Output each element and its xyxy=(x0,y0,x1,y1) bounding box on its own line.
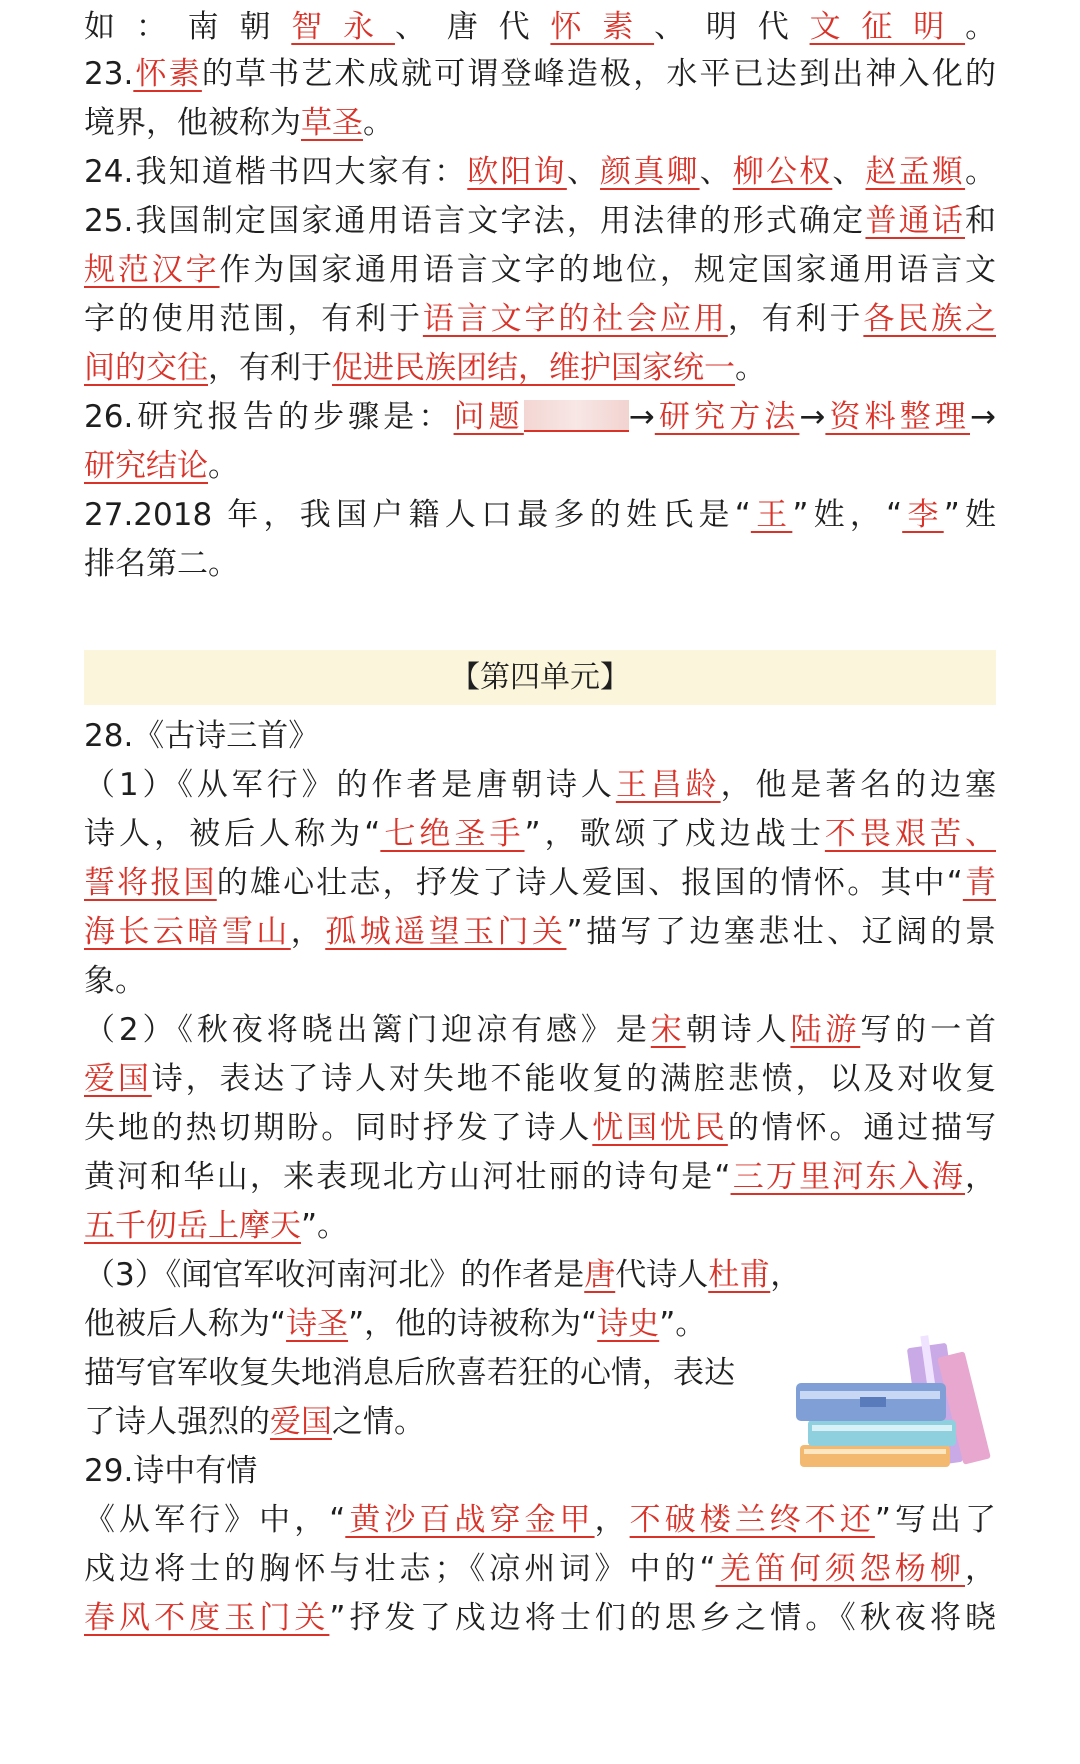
answer-blank: 王 xyxy=(750,497,793,533)
q29-line: 春风不度玉门关”抒发了戍边将士们的思乡之情。《秋夜将晓 xyxy=(84,1600,996,1636)
q28-p3-line: 描写官军收复失地消息后欣喜若狂的心情，表达 xyxy=(84,1355,735,1391)
answer-blank: 诗史 xyxy=(597,1306,660,1342)
answer-blank: 资料整理 xyxy=(825,399,971,435)
answer-blank: 文征明 xyxy=(809,9,966,45)
answer-blank: 问题 xyxy=(453,399,524,435)
q28-p2-line: 黄河和华山，来表现北方山河壮丽的诗句是“三万里河东入海， xyxy=(84,1159,996,1195)
answer-blank: 唐 xyxy=(584,1257,616,1293)
answer-blank: 柳公权 xyxy=(732,154,833,190)
q25-line: 规范汉字作为国家通用语言文字的地位，规定国家通用语言文 xyxy=(84,252,996,288)
answer-blank: 宋 xyxy=(650,1012,686,1048)
answer-blank: 忧国忧民 xyxy=(592,1110,728,1146)
q28-p2-line: 爱国诗，表达了诗人对失地不能收复的满腔悲愤，以及对收复 xyxy=(84,1061,996,1097)
answer-blank: 羌笛何须怨杨柳 xyxy=(715,1551,966,1587)
answer-blank: 王昌龄 xyxy=(615,767,721,803)
answer-blank: 爱国 xyxy=(270,1404,332,1440)
q23-line: 23.怀素的草书艺术成就可谓登峰造极，水平已达到出神入化的 xyxy=(84,56,996,92)
text-line: 如：南朝智永、唐代怀素、明代文征明。 xyxy=(84,9,996,45)
answer-blank: 智永 xyxy=(291,9,395,45)
answer-blank: 陆游 xyxy=(790,1012,861,1048)
answer-blank: 不破楼兰终不还 xyxy=(629,1502,875,1538)
q28-p1-line: 诗人，被后人称为“七绝圣手”，歌颂了戍边战士不畏艰苦、 xyxy=(84,816,996,852)
blurred-answer xyxy=(524,400,629,432)
answer-blank: 黄沙百战穿金甲 xyxy=(345,1502,595,1538)
unit-banner: 【第四单元】 xyxy=(84,650,996,705)
answer-blank: 赵孟頫 xyxy=(865,154,966,190)
answer-blank: 不畏艰苦、 xyxy=(824,816,996,852)
q28-p3-line: 了诗人强烈的爱国之情。 xyxy=(84,1404,425,1440)
answer-blank: 海长云暗雪山 xyxy=(84,914,291,950)
answer-blank: 李 xyxy=(902,497,944,533)
q28-p1-line: （1）《从军行》的作者是唐朝诗人王昌龄，他是著名的边塞 xyxy=(84,767,996,803)
answer-blank: 草圣 xyxy=(301,105,363,141)
q28-p3-line: （3）《闻官军收河南河北》的作者是唐代诗人杜甫， xyxy=(84,1257,802,1293)
answer-blank: 五千仞岳上摩天 xyxy=(84,1208,301,1244)
answer-blank: 怀素 xyxy=(550,9,655,45)
answer-blank: 研究方法 xyxy=(654,399,800,435)
answer-blank: 语言文字的社会应用 xyxy=(422,301,728,337)
answer-blank: 怀素 xyxy=(133,56,202,92)
q27-line: 27.2018 年，我国户籍人口最多的姓氏是“王”姓，“李”姓 xyxy=(84,497,996,533)
answer-blank: 青 xyxy=(962,865,996,901)
q24-line: 24.我知道楷书四大家有：欧阳询、颜真卿、柳公权、赵孟頫。 xyxy=(84,154,996,190)
q25-line: 间的交往，有利于促进民族团结，维护国家统一。 xyxy=(84,350,766,386)
q26-line: 研究结论。 xyxy=(84,448,239,484)
answer-blank: 孤城遥望玉门关 xyxy=(325,914,567,950)
answer-blank: 春风不度玉门关 xyxy=(84,1600,330,1636)
answer-blank: 三万里河东入海 xyxy=(730,1159,966,1195)
answer-blank: 研究结论 xyxy=(84,448,208,484)
q25-line: 25.我国制定国家通用语言文字法，用法律的形式确定普通话和 xyxy=(84,203,996,239)
q27-line: 排名第二。 xyxy=(84,546,239,582)
q25-line: 字的使用范围，有利于语言文字的社会应用，有利于各民族之 xyxy=(84,301,996,337)
q23-line: 境界，他被称为草圣。 xyxy=(84,105,394,141)
q26-line: 26.研究报告的步骤是：问题 →研究方法→资料整理→ xyxy=(84,399,996,435)
q29-line: 戍边将士的胸怀与壮志；《凉州词》中的“羌笛何须怨杨柳， xyxy=(84,1551,996,1587)
q29-title: 29.诗中有情 xyxy=(84,1453,258,1489)
answer-blank: 欧阳询 xyxy=(467,154,567,190)
answer-blank: 誓将报国 xyxy=(84,865,217,901)
q28-p1-line: 象。 xyxy=(84,963,146,999)
q28-p2-line: 失地的热切期盼。同时抒发了诗人忧国忧民的情怀。通过描写 xyxy=(84,1110,996,1146)
q28-p1-line: 誓将报国的雄心壮志，抒发了诗人爱国、报国的情怀。其中“青 xyxy=(84,865,996,901)
q28-p2-line: 五千仞岳上摩天”。 xyxy=(84,1208,349,1244)
q29-line: 《从军行》中，“黄沙百战穿金甲，不破楼兰终不还”写出了 xyxy=(84,1502,996,1538)
answer-blank: 促进民族团结，维护国家统一 xyxy=(332,350,735,386)
answer-blank: 爱国 xyxy=(84,1061,152,1097)
q28-p1-line: 海长云暗雪山，孤城遥望玉门关”描写了边塞悲壮、辽阔的景 xyxy=(84,914,996,950)
answer-blank: 各民族之 xyxy=(863,301,996,337)
q28-p2-line: （2）《秋夜将晓出篱门迎凉有感》是宋朝诗人陆游写的一首 xyxy=(84,1012,996,1048)
answer-blank: 间的交往 xyxy=(84,350,208,386)
q28-p3-line: 他被后人称为“诗圣”，他的诗被称为“诗史”。 xyxy=(84,1306,707,1342)
answer-blank: 杜甫 xyxy=(708,1257,771,1293)
answer-blank: 诗圣 xyxy=(286,1306,349,1342)
answer-blank: 普通话 xyxy=(865,203,965,239)
answer-blank: 颜真卿 xyxy=(600,154,700,190)
answer-blank: 七绝圣手 xyxy=(380,816,525,852)
q28-title: 28.《古诗三首》 xyxy=(84,718,320,754)
answer-blank: 规范汉字 xyxy=(84,252,220,288)
